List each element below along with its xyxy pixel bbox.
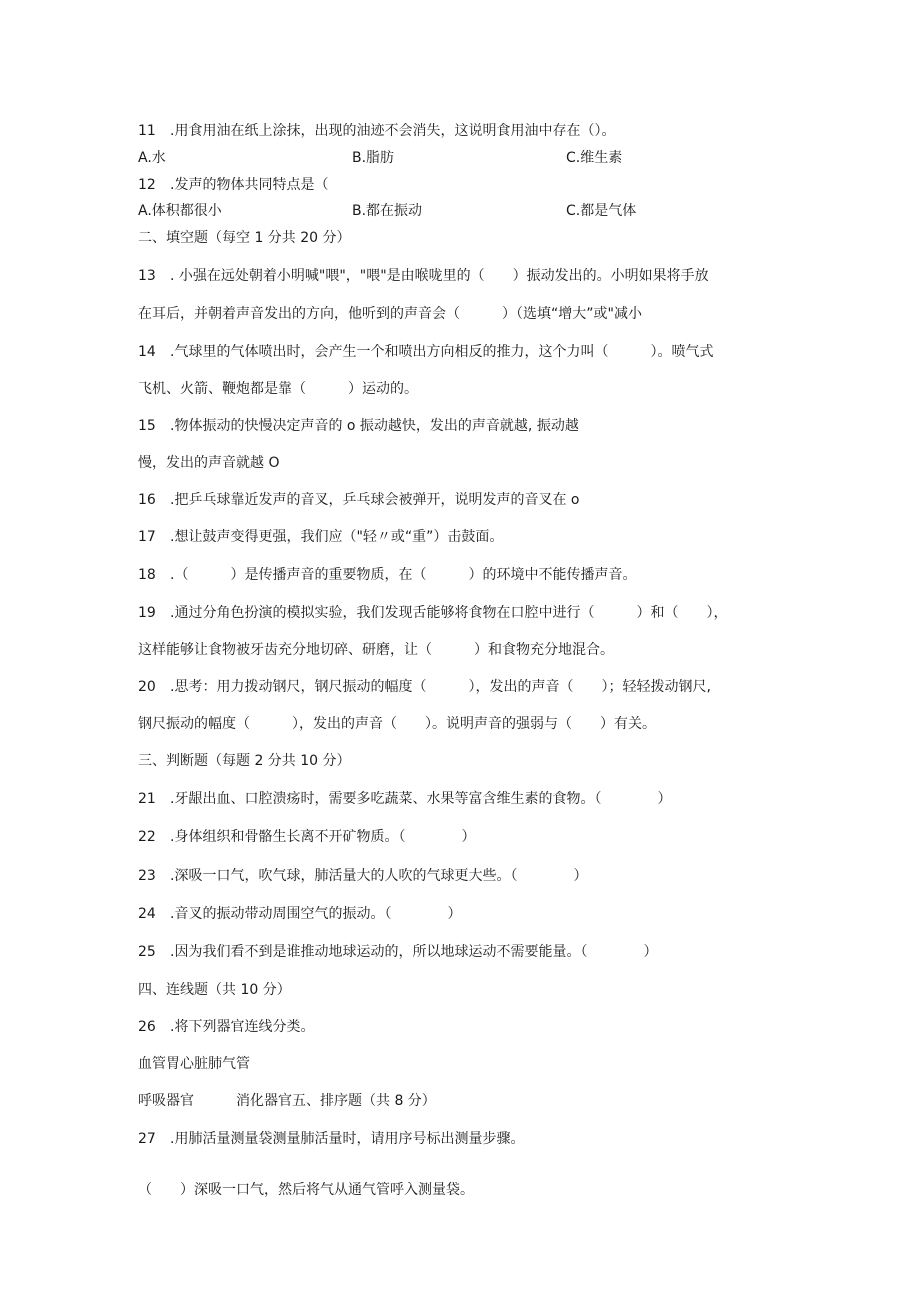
question-number: 26 <box>138 1019 156 1035</box>
question-22 <box>138 827 475 847</box>
question-text: .通过分角色扮演的模拟实验，我们发现舌能够将食物在口腔中进行（ ）和（ ）， <box>170 605 728 621</box>
question-number: 24 <box>138 906 156 922</box>
question-text: .用食用油在纸上涂抹，出现的油迹不会消失，这说明食用油中存在（）。 <box>170 123 616 139</box>
question-number: 14 <box>138 344 156 360</box>
question-20-continued: 钢尺振动的幅度（ ），发出的声音（ ）。说明声音的强弱与（ ）有关。 <box>138 716 656 732</box>
question-number: 20 <box>138 679 156 695</box>
question-text: .气球里的气体喷出时，会产生一个和喷出方向相反的推力，这个力叫（ ）。喷气式 <box>170 344 714 360</box>
question-number: 25 <box>138 944 156 960</box>
section-heading-fill-in: 二、填空题（每空 1 分共 20 分） <box>138 230 351 246</box>
question-13 <box>138 266 709 286</box>
question-14-continued: 飞机、火箭、鞭炮都是靠（ ）运动的。 <box>138 381 418 397</box>
q11-option-a: A.水 <box>138 150 166 166</box>
section-heading-matching: 四、连线题（共 10 分） <box>138 982 291 998</box>
question-text: .音叉的振动带动周围空气的振动。（ ） <box>170 906 462 922</box>
question-23 <box>138 866 587 886</box>
question-19-continued: 这样能够让食物被牙齿充分地切碎、研磨，让（ ）和食物充分地混合。 <box>138 642 614 658</box>
question-15-continued: 慢，发出的声音就越 O <box>138 455 280 471</box>
question-number: 27 <box>138 1131 156 1147</box>
organ-categories: 呼吸器官 消化器官五、排序题（共 8 分） <box>138 1093 436 1109</box>
question-text: .用肺活量测量袋测量肺活量时，请用序号标出测量步骤。 <box>170 1131 525 1147</box>
question-number: 18 <box>138 567 156 583</box>
question-text: .想让鼓声变得更强，我们应（"轻〃或“重”）击鼓面。 <box>170 529 504 545</box>
question-text: .将下列器官连线分类。 <box>170 1019 315 1035</box>
question-15 <box>138 416 579 436</box>
question-20 <box>138 677 711 697</box>
question-number: 15 <box>138 418 156 434</box>
question-17 <box>138 527 503 547</box>
question-text: . 小强在远处朝着小明喊"喂"，"喂"是由喉咙里的（ ）振动发出的。小明如果将手放 <box>170 268 709 284</box>
question-number: 23 <box>138 868 156 884</box>
question-16 <box>138 490 579 510</box>
question-text: .因为我们看不到是谁推动地球运动的，所以地球运动不需要能量。（ ） <box>170 944 658 960</box>
question-27 <box>138 1129 524 1149</box>
step-item: （ ）深吸一口气，然后将气从通气管呼入测量袋。 <box>138 1182 474 1198</box>
q11-option-b: B.脂肪 <box>352 150 395 166</box>
question-14 <box>138 342 713 362</box>
section-heading-true-false: 三、判断题（每题 2 分共 10 分） <box>138 753 351 769</box>
q11-option-c: C.维生素 <box>566 150 623 166</box>
question-number: 19 <box>138 605 156 621</box>
question-21 <box>138 789 671 809</box>
q12-option-a: A.体积都很小 <box>138 203 222 219</box>
q12-option-b: B.都在振动 <box>352 203 423 219</box>
question-24 <box>138 904 461 924</box>
question-12 <box>138 175 328 195</box>
question-number: 11 <box>138 123 156 139</box>
question-text: .思考：用力拨动钢尺，钢尺振动的幅度（ ），发出的声音（ ）；轻轻拨动钢尺, <box>170 679 711 695</box>
question-11 <box>138 121 615 141</box>
question-19 <box>138 603 727 623</box>
question-text: .（ ）是传播声音的重要物质，在（ ）的环境中不能传播声音。 <box>170 567 637 583</box>
question-25 <box>138 942 657 962</box>
question-number: 12 <box>138 177 156 193</box>
q12-option-c: C.都是气体 <box>566 203 637 219</box>
question-text: .身体组织和骨骼生长离不开矿物质。（ ） <box>170 829 476 845</box>
question-number: 16 <box>138 492 156 508</box>
question-26 <box>138 1017 314 1037</box>
question-number: 22 <box>138 829 156 845</box>
question-text: .把乒乓球靠近发声的音叉，乒乓球会被弹开，说明发声的音叉在 o <box>170 492 580 508</box>
question-text: .发声的物体共同特点是（ <box>170 177 329 193</box>
question-13-continued: 在耳后，并朝着声音发出的方向，他听到的声音会（ ）（选填“增大”或"减小 <box>138 306 642 322</box>
question-text: .牙龈出血、口腔溃疡时，需要多吃蔬菜、水果等富含维生素的食物。（ ） <box>170 791 672 807</box>
question-number: 21 <box>138 791 156 807</box>
question-text: .物体振动的快慢决定声音的 o 振动越快，发出的声音就越, 振动越 <box>170 418 579 434</box>
question-text: .深吸一口气，吹气球，肺活量大的人吹的气球更大些。（ ） <box>170 868 588 884</box>
organ-list: 血管胃心脏肺气管 <box>138 1056 250 1072</box>
question-18 <box>138 565 636 585</box>
question-number: 13 <box>138 268 156 284</box>
question-number: 17 <box>138 529 156 545</box>
